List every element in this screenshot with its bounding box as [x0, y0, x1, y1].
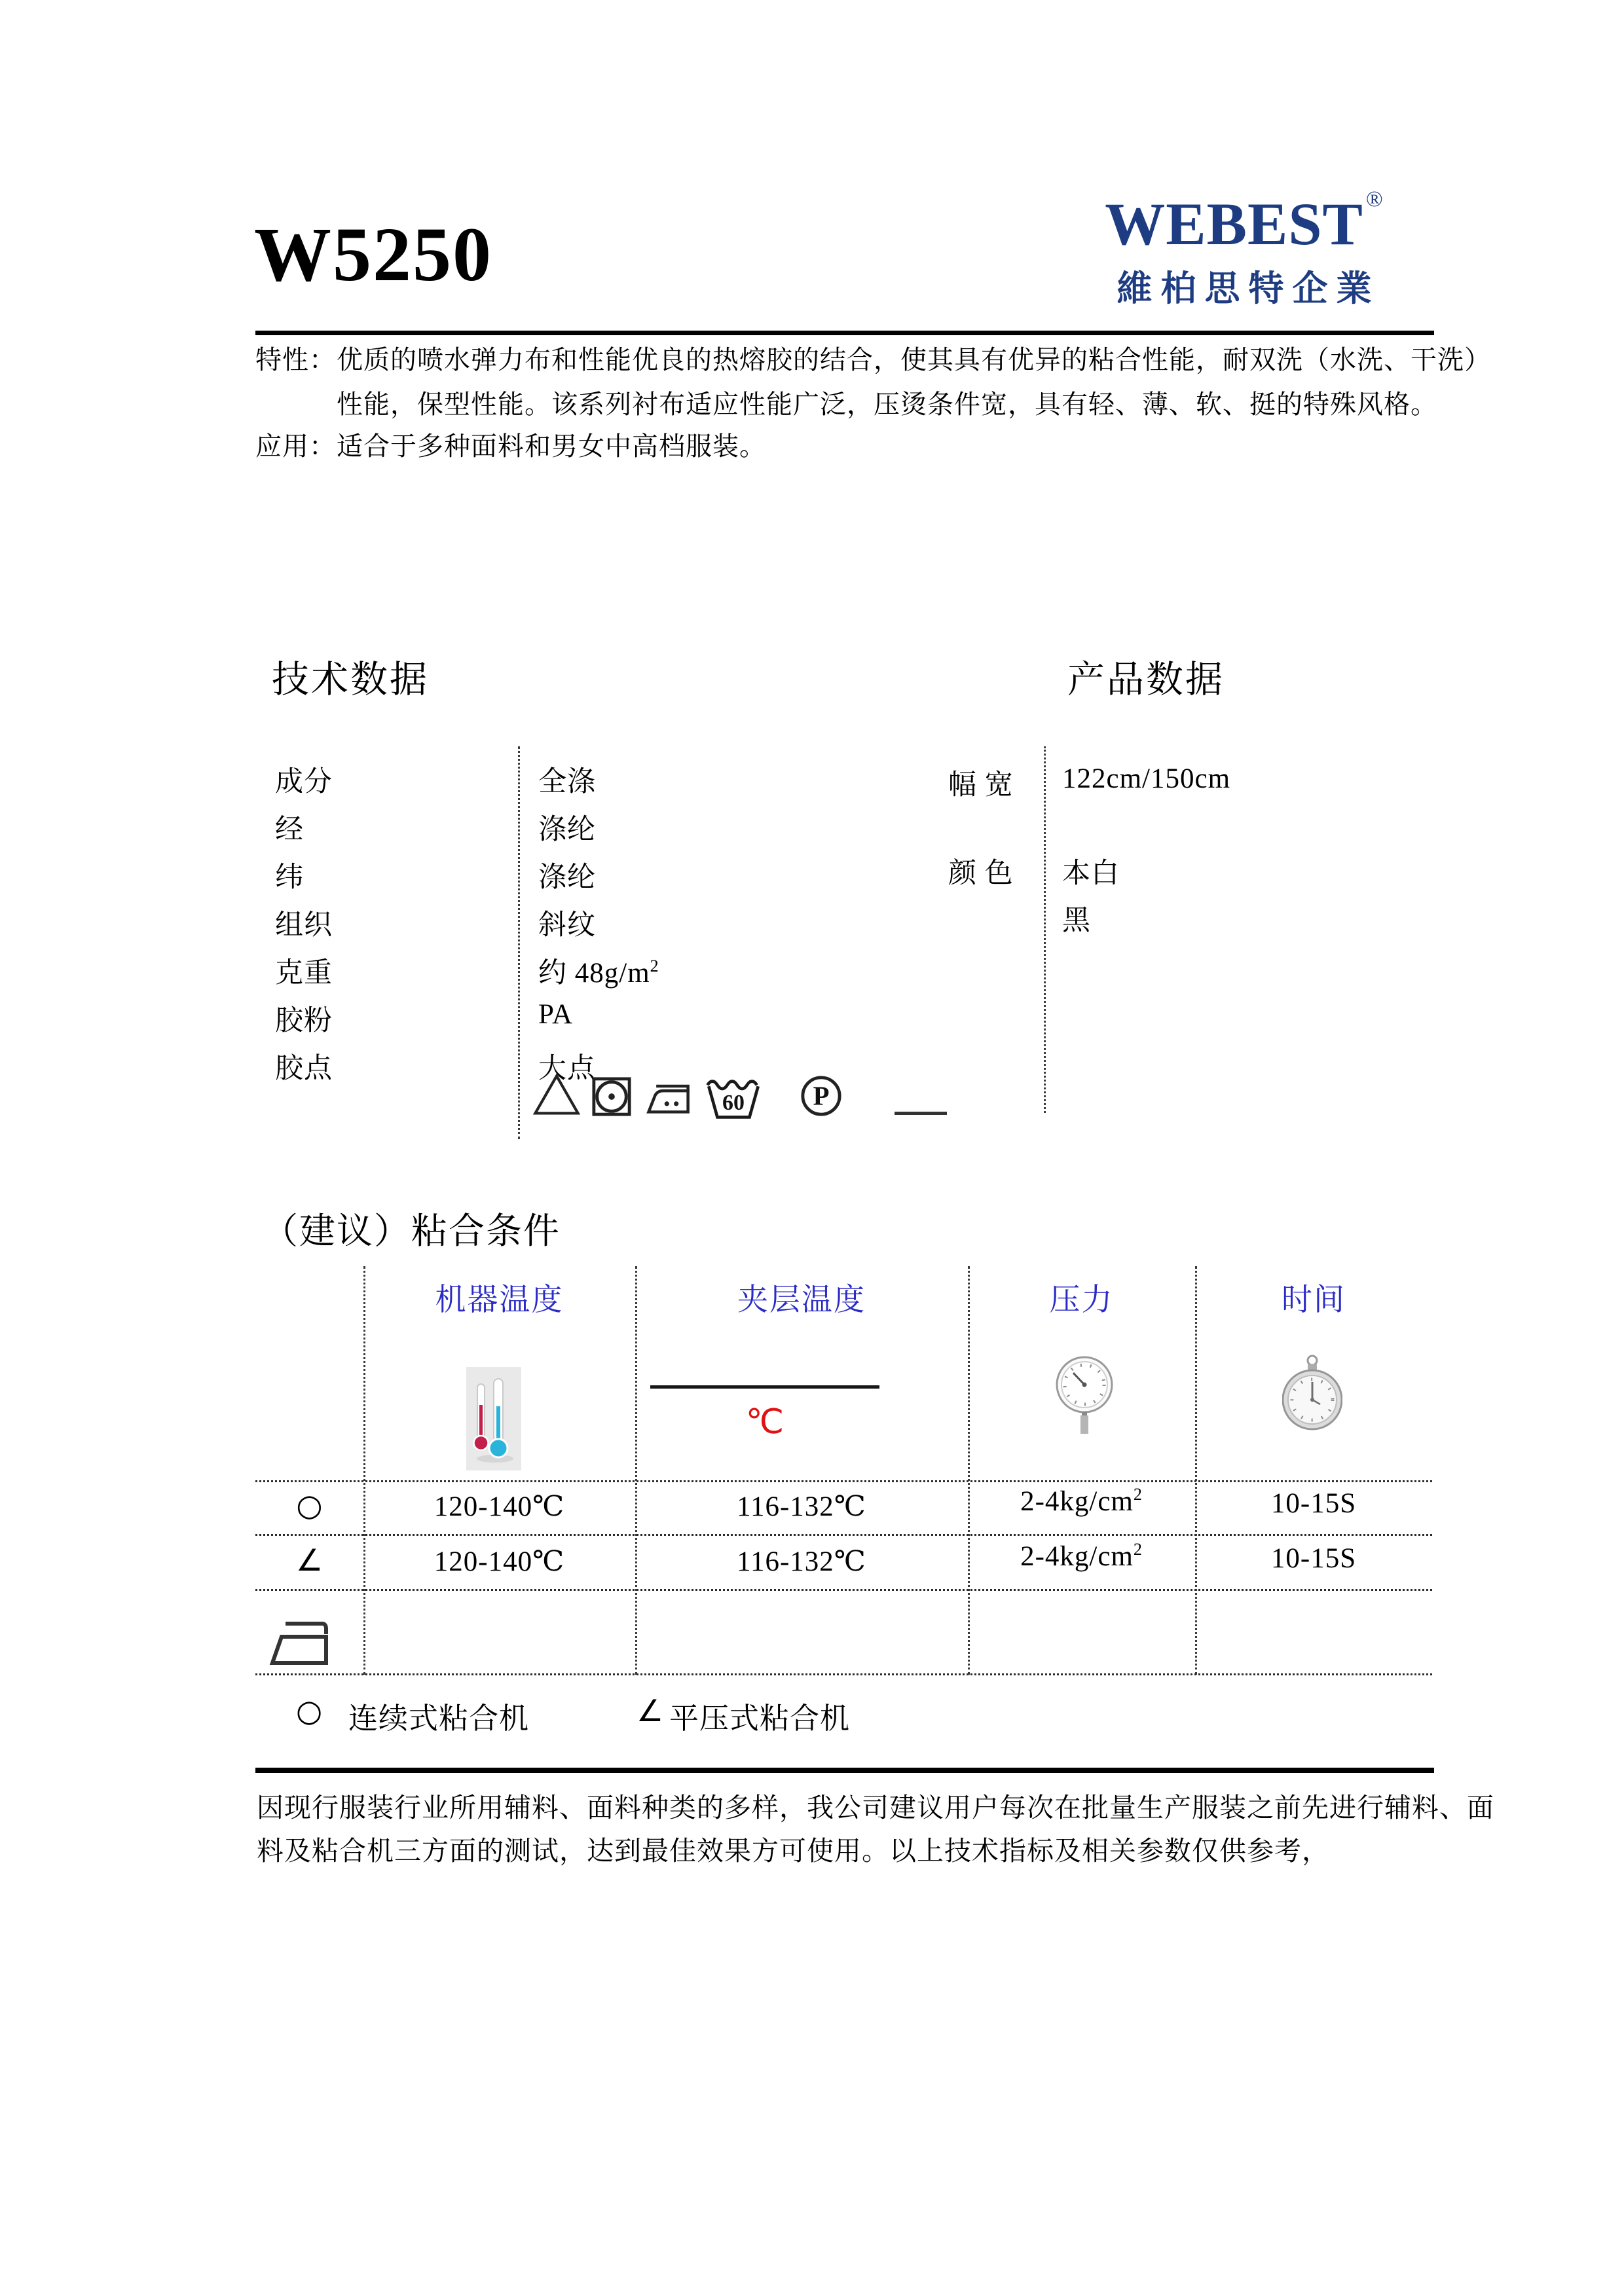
product-row-value: 黑 — [1062, 905, 1091, 936]
legend-symbol-flat-press: ∠ — [637, 1693, 664, 1728]
bleach-triangle-icon — [533, 1071, 580, 1118]
dry-clean-p-icon — [800, 1075, 842, 1117]
column-divider-line — [635, 1266, 637, 1675]
iron-row-icon — [267, 1616, 333, 1669]
legend-label-flat-press: 平压式粘合机 — [669, 1702, 851, 1735]
underline-mark-icon — [895, 1112, 947, 1115]
footer-disclaimer-line-1: 因现行服装行业所用辅料、面料种类的多样，我公司建议用户每次在批量生产服装之前先进行辅料、面 — [257, 1793, 1494, 1823]
tech-row-label: 经 — [275, 814, 304, 845]
row-divider-line — [255, 1534, 1432, 1536]
column-divider-line — [968, 1266, 970, 1675]
column-divider-line — [363, 1266, 365, 1675]
cell-time: 10-15S — [1270, 1543, 1357, 1574]
tech-row-value: 大点 — [538, 1053, 596, 1084]
feature-label: 特性： — [255, 345, 336, 374]
application-text: 适合于多种面料和男女中高档服装。 — [337, 431, 766, 461]
row-symbol-flat-press: ∠ — [295, 1542, 323, 1578]
footer-rule — [255, 1768, 1434, 1773]
cell-time: 10-15S — [1270, 1488, 1357, 1519]
cell-pressure: $2-4kg/cm^2$ — [1020, 1485, 1143, 1517]
celsius-label: ℃ — [745, 1404, 784, 1441]
registered-trademark-icon: ® — [1365, 187, 1384, 211]
column-divider-line — [1195, 1266, 1197, 1675]
brand-name: WEBEST ® — [1105, 187, 1384, 257]
thermometer-image — [466, 1367, 521, 1470]
footer-disclaimer-line-2: 料及粘合机三方面的测试，达到最佳效果方可使用。以上技术指标及相关参数仅供参考， — [257, 1836, 1329, 1866]
cell-interlayer-temp: 116-132℃ — [737, 1491, 866, 1522]
tech-row-value: 约 $48g/m^2$ — [538, 957, 659, 989]
tech-row-label: 胶点 — [275, 1053, 333, 1084]
legend-label-continuous: 连续式粘合机 — [348, 1702, 530, 1735]
product-row-value: 122cm/150cm — [1062, 763, 1231, 794]
product-code-title: W5250 — [254, 211, 492, 297]
tech-row-label: 成分 — [275, 767, 333, 797]
dry-clean-letter: P — [813, 1081, 830, 1111]
product-data-title: 产品数据 — [1067, 659, 1225, 701]
cell-machine-temp: 120-140℃ — [434, 1491, 565, 1522]
column-header-interlayer-temp: 夹层温度 — [737, 1283, 866, 1317]
feature-text-line-1: 优质的喷水弹力布和性能优良的热熔胶的结合，使其具有优异的粘合性能，耐双洗（水洗、干洗） — [337, 345, 1491, 374]
tech-row-value: 涤纶 — [538, 862, 596, 893]
iron-two-dots-icon — [646, 1078, 692, 1117]
wash-temp-label: 60 — [722, 1091, 745, 1116]
row-divider-line — [255, 1673, 1432, 1675]
stopwatch-icon — [1282, 1354, 1342, 1434]
tech-data-title: 技术数据 — [272, 659, 429, 701]
tech-row-value: PA — [538, 999, 574, 1030]
application-label: 应用： — [255, 431, 336, 461]
tech-row-label: 胶粉 — [275, 1006, 333, 1036]
row-symbol-continuous: ○ — [296, 1487, 323, 1523]
column-header-pressure: 压力 — [1049, 1283, 1114, 1317]
row-divider-line — [255, 1589, 1432, 1591]
wash-60-icon — [703, 1078, 764, 1121]
cell-machine-temp: 120-140℃ — [434, 1546, 565, 1577]
header-rule — [255, 331, 1434, 335]
tech-row-value: 涤纶 — [538, 814, 596, 845]
interlayer-line — [650, 1385, 879, 1389]
column-header-machine-temp: 机器温度 — [435, 1283, 564, 1317]
product-row-label: 颜 色 — [948, 858, 1014, 889]
product-row-label: 幅 宽 — [948, 770, 1014, 801]
grams-superscript: 2 — [650, 957, 659, 975]
legend-symbol-continuous: ○ — [296, 1693, 323, 1728]
tech-row-label: 纬 — [275, 862, 304, 893]
tech-row-value: 斜纹 — [538, 910, 596, 941]
pressure-gauge-icon — [1053, 1354, 1116, 1436]
bonding-conditions-title: （建议）粘合条件 — [262, 1211, 561, 1251]
column-header-time: 时间 — [1282, 1283, 1346, 1317]
cell-interlayer-temp: 116-132℃ — [737, 1546, 866, 1577]
product-row-value: 本白 — [1062, 858, 1120, 889]
tech-table-divider-line — [518, 746, 520, 1139]
brand-chinese-name: 維柏思特企業 — [1116, 269, 1380, 308]
cell-pressure: $2-4kg/cm^2$ — [1020, 1540, 1143, 1572]
tumble-dry-icon — [591, 1076, 632, 1117]
pressure-superscript: 2 — [1133, 1485, 1143, 1504]
product-table-divider-line — [1044, 746, 1046, 1113]
tech-row-label: 组织 — [275, 910, 333, 941]
pressure-superscript: 2 — [1133, 1540, 1143, 1559]
tech-row-value: 全涤 — [538, 767, 596, 797]
row-divider-line — [255, 1480, 1432, 1482]
brand-logo — [1100, 189, 1388, 311]
tech-row-label: 克重 — [275, 958, 333, 989]
feature-text-line-2: 性能，保型性能。该系列衬布适应性能广泛，压烫条件宽，具有轻、薄、软、挺的特殊风格。 — [337, 390, 1437, 419]
